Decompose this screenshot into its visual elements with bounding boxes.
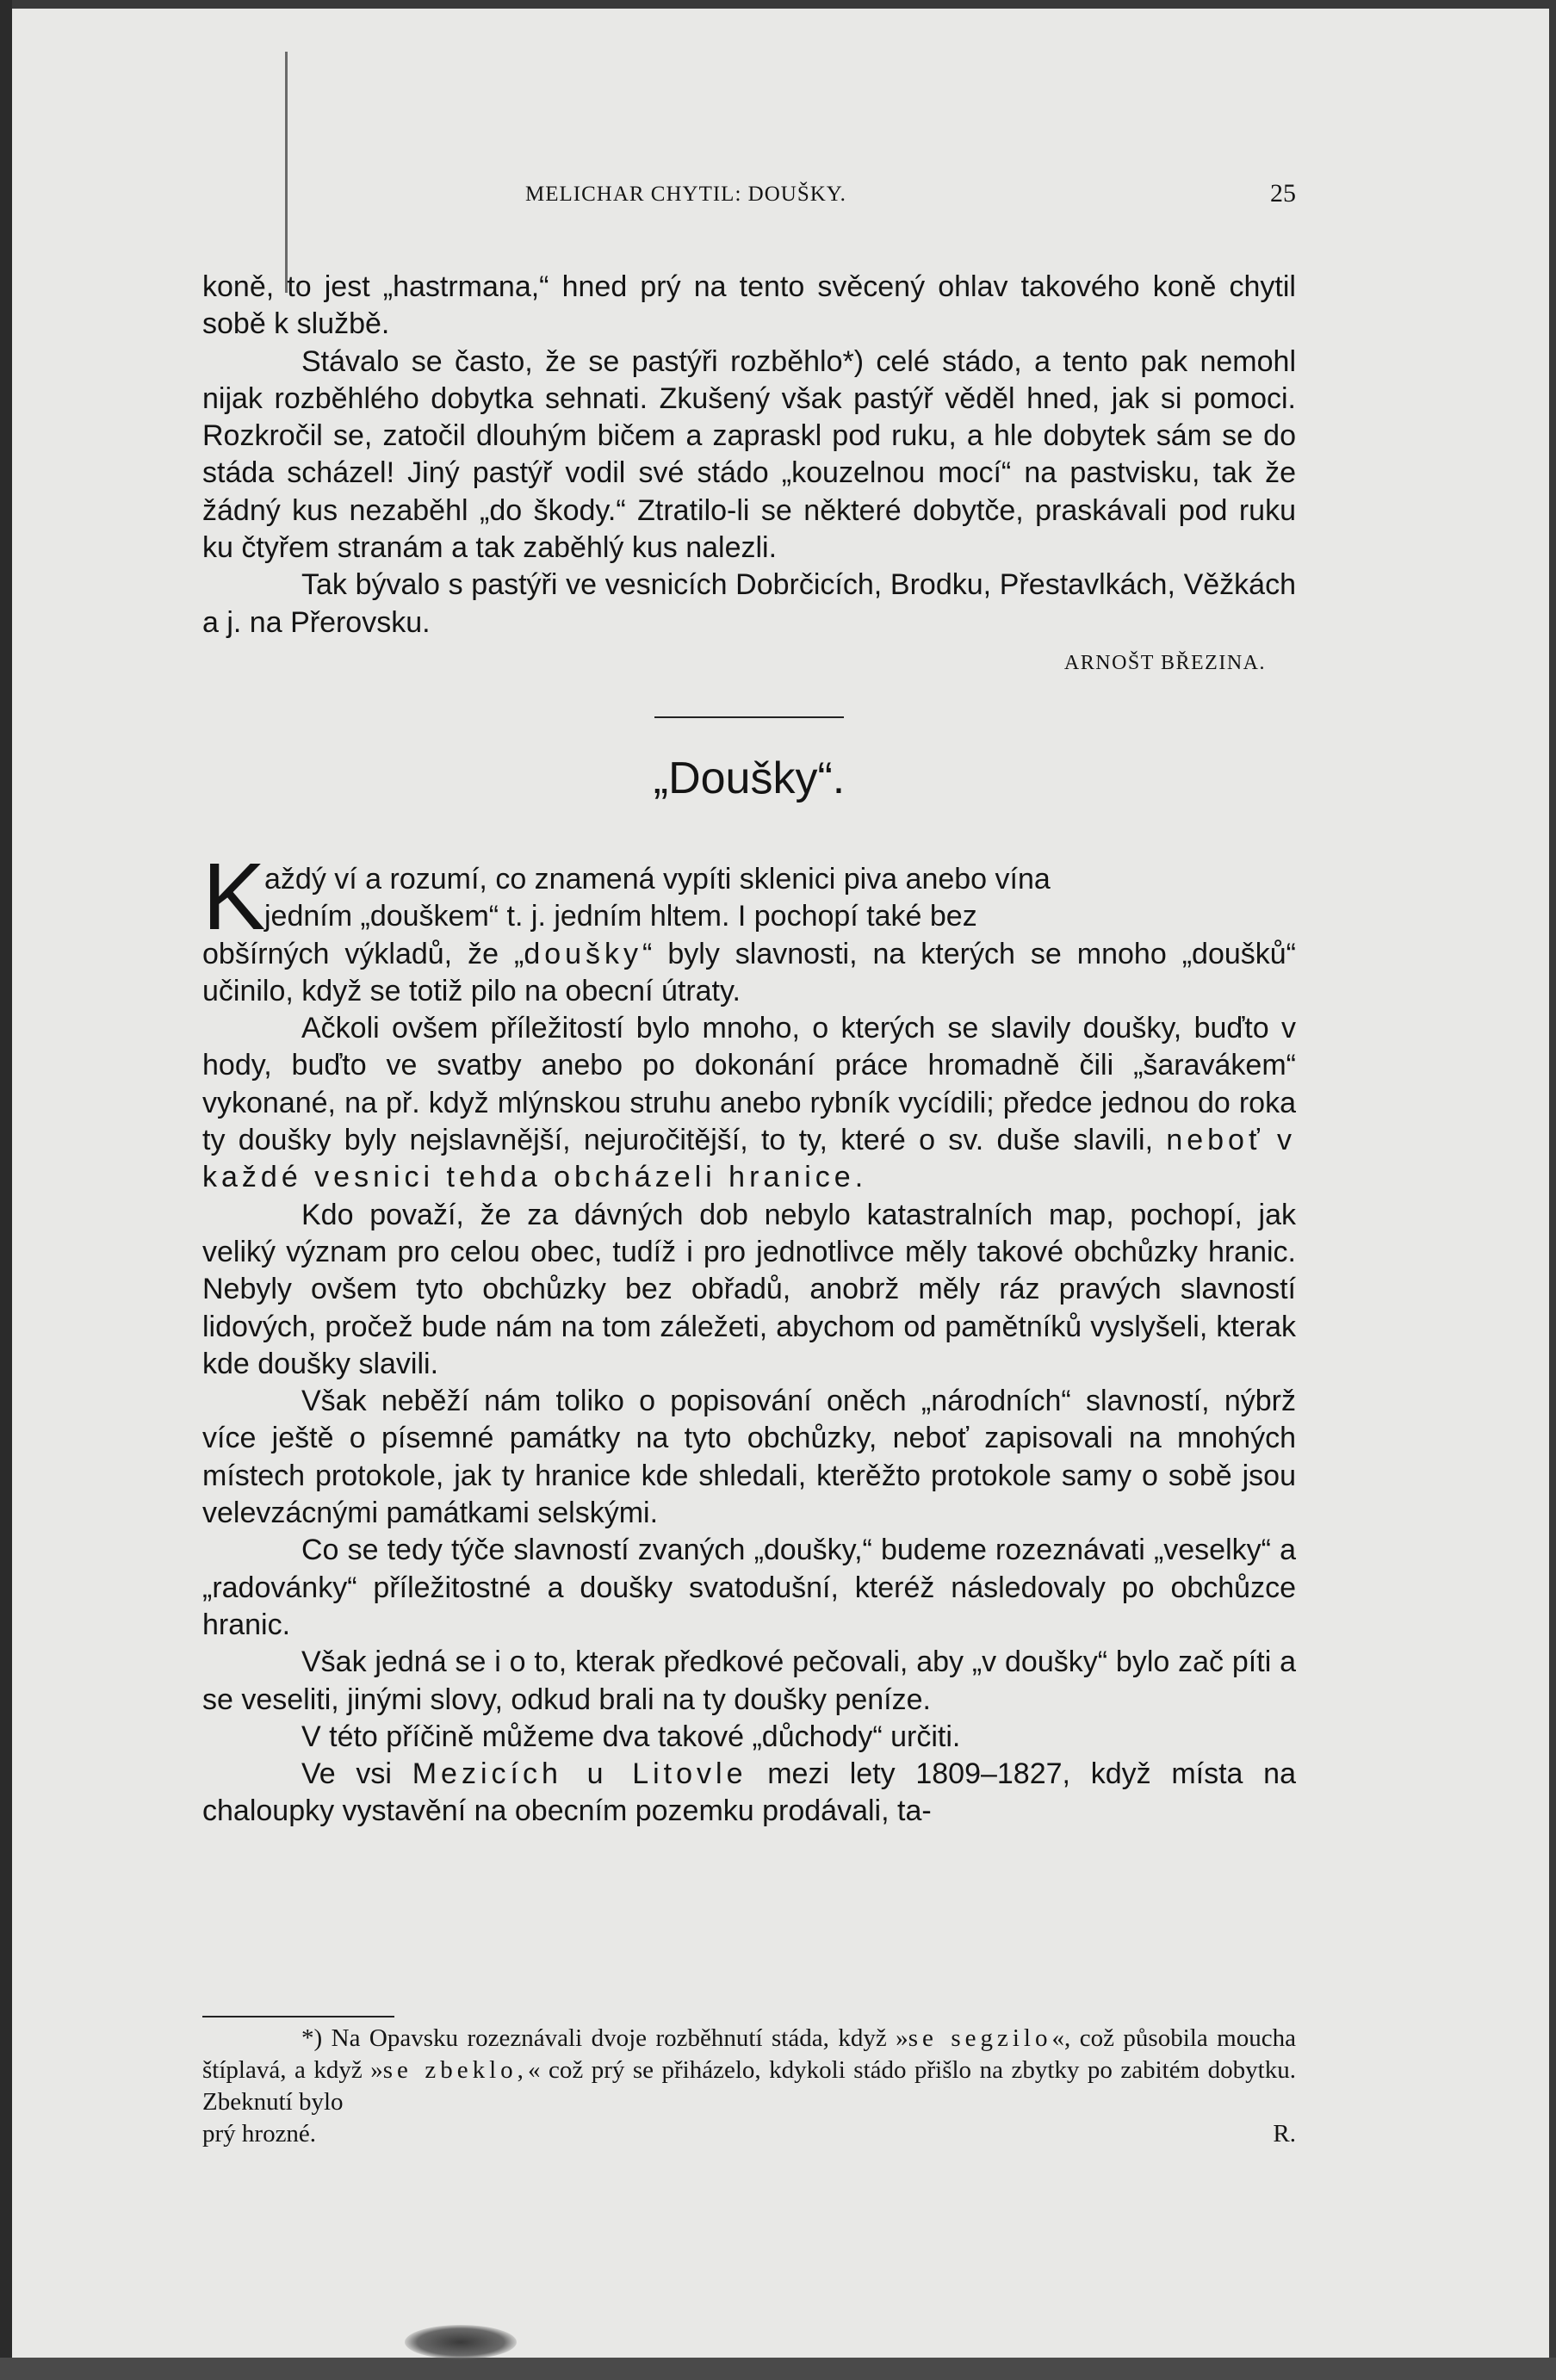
footnote-end <box>202 2118 1296 2150</box>
spaced-word: doušky <box>524 937 643 970</box>
footnote-signature: R. <box>1273 2120 1296 2148</box>
scan-edge-right <box>1549 0 1556 2380</box>
spaced-place-name: Mezicích u Litovle <box>412 1757 747 1791</box>
paragraph: Ačkoli ovšem příležitostí bylo mnoho, o kterých se slavily doušky, buďto v hody, buďto ve svatby anebo po dokonání práce hromadně čili „šaravákem“ vykonané, na př. když mlýnskou struhu anebo rybník vycídili; předce jednou do roka ty doušky byly nejslavnější, nejuročitější, to ty, které o sv. duše slavili, neboť v každé vesnici tehda obcházeli hranice. <box>202 1012 1296 1194</box>
author-signature: ARNOŠT BŘEZINA. <box>1063 651 1266 674</box>
footnote-text: *) Na Opavsku rozeznávali dvoje rozběhnutí stáda, když »se segzilo«, což působila moucha štíplavá, a když »se zbeklo,« což prý se přiházelo, kdykoli stádo přišlo na zbytky po zabitém dobytku. Zbeknutí bylo <box>202 2024 1296 2116</box>
footnote-rule <box>202 2016 394 2017</box>
paragraph-continuation: obšírných výkladů, že „doušky“ byly slavnosti, na kterých se mnoho „doušků“ učinilo, když se totiž pilo na obecní útraty. <box>202 937 1296 1007</box>
spaced-word: se zbeklo, <box>382 2056 528 2084</box>
running-head: MELICHAR CHYTIL: DOUŠKY. <box>525 183 846 206</box>
page-fold-line <box>285 52 288 293</box>
spaced-phrase: v každé vesnici tehda obcházeli hranice. <box>202 1124 1296 1194</box>
scan-smudge <box>405 2325 517 2359</box>
page-number: 25 <box>1270 179 1296 208</box>
section-divider <box>654 716 844 718</box>
footnote-last-line: prý hrozné. <box>202 2120 317 2148</box>
drop-cap: K <box>202 844 266 950</box>
page-header <box>202 179 1296 214</box>
scan-edge-bottom <box>0 2358 1556 2380</box>
second-line: jedním „douškem“ t. j. jedním hltem. I pochopí také bez <box>264 900 977 933</box>
previous-article <box>202 269 1296 804</box>
article-body <box>202 844 1296 1831</box>
spaced-word: se segzilo <box>908 2024 1052 2052</box>
paragraph: Stávalo se často, že se pastýři rozběhlo*) celé stádo, a tento pak nemohl nijak rozběhlého dobytka sehnati. Zkušený však pastýř věděl hned, jak si pomoci. Rozkročil se, zatočil dlouhým bičem a zapraskl pod ruku, a hle dobytek sám se do stáda scházel! Jiný pastýř vodil své stádo „kouzelnou mocí“ na pastvisku, tak že žádný kus nezaběhl „do škody.“ Ztratilo-li se některé dobytče, praskávali pod ruku ku čtyřem stranám a tak zaběhlý kus nalezli. <box>202 344 1296 565</box>
paragraph: Kdo považí, že za dávných dob nebylo katastralních map, pochopí, jak veliký význam pro celou obec, tudíž i pro jednotlivce měly takové obchůzky hranic. Nebyly ovšem tyto obchůzky bez obřadů, anobrž měly ráz pravých slavností lidových, pročež bude nám na tom záležeti, abychom od pamětníků vyslyšeli, kterak kde doušky slavili. <box>202 1198 1296 1380</box>
paragraph: Však neběží nám toliko o popisování oněch „národních“ slavností, nýbrž více ještě o písemné památky na tyto obchůzky, neboť zapisovali na mnohých místech protokole, jak ty hranice kde shledali, kterěžto protokole samy o sobě jsou velevzácnými památkami selskými. <box>202 1385 1296 1530</box>
paragraph: Však jedná se i o to, kterak předkové pečovali, aby „v doušky“ bylo zač píti a se veseliti, jinými slovy, odkud brali na ty doušky peníze. <box>202 1646 1296 1716</box>
first-paragraph <box>202 844 1296 1010</box>
first-line: aždý ví a rozumí, co znamená vypíti sklenici piva anebo vína <box>264 863 1051 896</box>
paragraph: Co se tedy týče slavností zvaných „doušky,“ budeme rozeznávati „veselky“ a „radovánky“ příležitostné a doušky svatodušní, kteréž následovaly po obchůzce hranic. <box>202 1534 1296 1641</box>
spaced-word: neboť <box>1166 1124 1264 1157</box>
paragraph: Tak bývalo s pastýři ve vesnicích Dobrčicích, Brodku, Přestavlkách, Věžkách a j. na Přerovsku. <box>202 568 1296 639</box>
article-title: „Doušky“. <box>653 753 846 803</box>
paragraph: Ve vsi Mezicích u Litovle mezi lety 1809–1827, když místa na chaloupky vystavění na obecním pozemku prodávali, ta- <box>202 1757 1296 1828</box>
scan-edge-left <box>0 0 12 2380</box>
paragraph: V této příčině můžeme dva takové „důchody“ určiti. <box>301 1720 961 1753</box>
paragraph: koně, to jest „hastrmana,“ hned prý na tento svěcený ohlav takového koně chytil sobě k službě. <box>202 270 1296 341</box>
footnote <box>202 2023 1296 2150</box>
scan-edge-top <box>0 0 1556 9</box>
